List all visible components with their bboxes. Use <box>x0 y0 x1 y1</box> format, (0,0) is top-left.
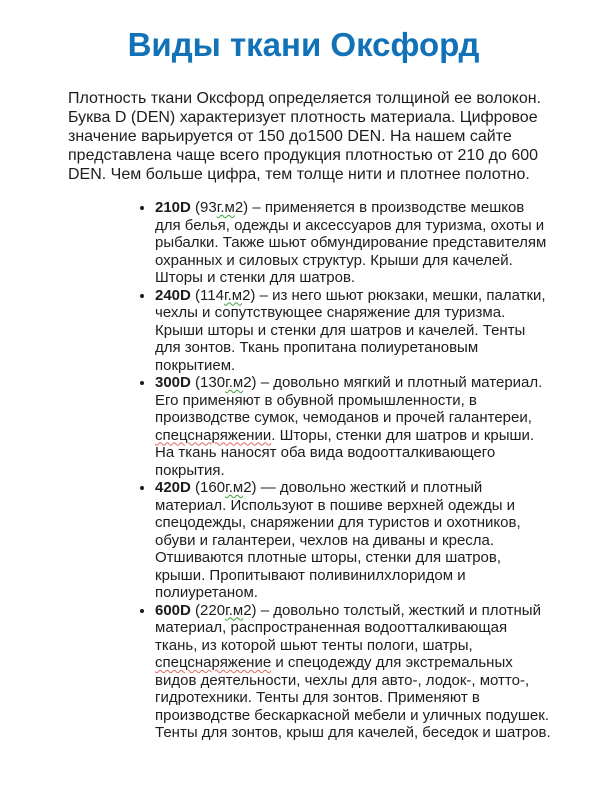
list-item-text: спецснаряжении <box>155 426 272 444</box>
list-item-text: 2) – довольно мягкий и плотный материал. Его применяют в обувной промышленности, в производстве сумок, чемоданов и прочей галантереи, <box>155 374 543 426</box>
list-item-text: (114 <box>190 286 224 304</box>
page-title: Виды ткани Оксфорд <box>127 26 480 63</box>
list-item-text: спецснаряжение <box>155 654 272 671</box>
list-item-text: (93 <box>190 199 217 216</box>
list-item-text: . Шторы, стенки для шатров и крыши. На ткань наносят оба вида водоотталкивающего покрытия. <box>155 426 535 479</box>
list-item-text: г.м <box>216 199 235 216</box>
list-item <box>155 602 551 742</box>
list-item-text: г.м <box>225 479 244 496</box>
density-label-600d: 600D <box>155 601 191 619</box>
list-item-text: г.м <box>223 286 243 304</box>
list-item-text: 2) — довольно жесткий и плотный материал. Используют в пошиве верхней одежды и спецодежды, снаряжении для туристов и охотников, обуви и галантереи, чехлов на диваны и кресла. Отшиваются плотные шторы, стенки для шатров, крыши. Пропитывают поливинилхлоридом и полиуретаном. <box>155 479 521 601</box>
list-item-text: г.м <box>225 374 244 391</box>
list-item-text: (160 <box>190 479 226 496</box>
list-item-text: 2) – применяется в производстве мешков для белья, одежды и аксессуаров для туризма, охоты и рыбалки. Также шьют обмундирование представителям охранных и силовых структур. Крыши для качелей. Шторы и стенки для шатров. <box>155 199 547 286</box>
list-item-text: (220 <box>190 601 226 619</box>
density-label-210d: 210D <box>155 199 191 216</box>
list-item <box>155 374 551 479</box>
fabric-density-list <box>155 199 551 742</box>
density-label-300d: 300D <box>155 374 191 391</box>
list-item-text: г.м <box>225 601 244 619</box>
list-item <box>155 287 551 375</box>
list-item-text: 2) – из него шьют рюкзаки, мешки, палатки, чехлы и сопутствующее снаряжение для туризма. Крыши шторы и стенки для шатров и качелей. Тенты для зонтов. Ткань пропитана полиуретановым покрытием. <box>155 286 546 374</box>
density-label-240d: 240D <box>155 286 191 304</box>
intro-paragraph: Плотность ткани Оксфорд определяется толщиной ее волокон. Буква D (DEN) характеризует плотность материала. Цифровое значение варьируется от 150 до1500 DEN. На нашем сайте представлена чаще всего продукция плотностью от 210 до 600 DEN. Чем больше цифра, тем толще нити и плотнее полотно. <box>68 90 541 183</box>
list-item-text: и спецодежду для экстремальных видов деятельности, чехлы для авто-, лодок-, мотто-, гидротехники. Тенты для зонтов. Применяют в производстве бескаркасной мебели и уличных подушек. Тенты для зонтов, крыш для качелей, беседок и шатров. <box>155 654 551 741</box>
list-item <box>155 479 551 602</box>
list-item <box>155 199 551 287</box>
density-label-420d: 420D <box>155 479 191 496</box>
list-item-text: 2) – довольно толстый, жесткий и плотный материал, распространенная водоотталкивающая ткань, из которой шьют тенты пологи, шатры, <box>155 601 541 654</box>
document-page <box>0 26 607 811</box>
list-item-text: (130 <box>190 374 226 391</box>
